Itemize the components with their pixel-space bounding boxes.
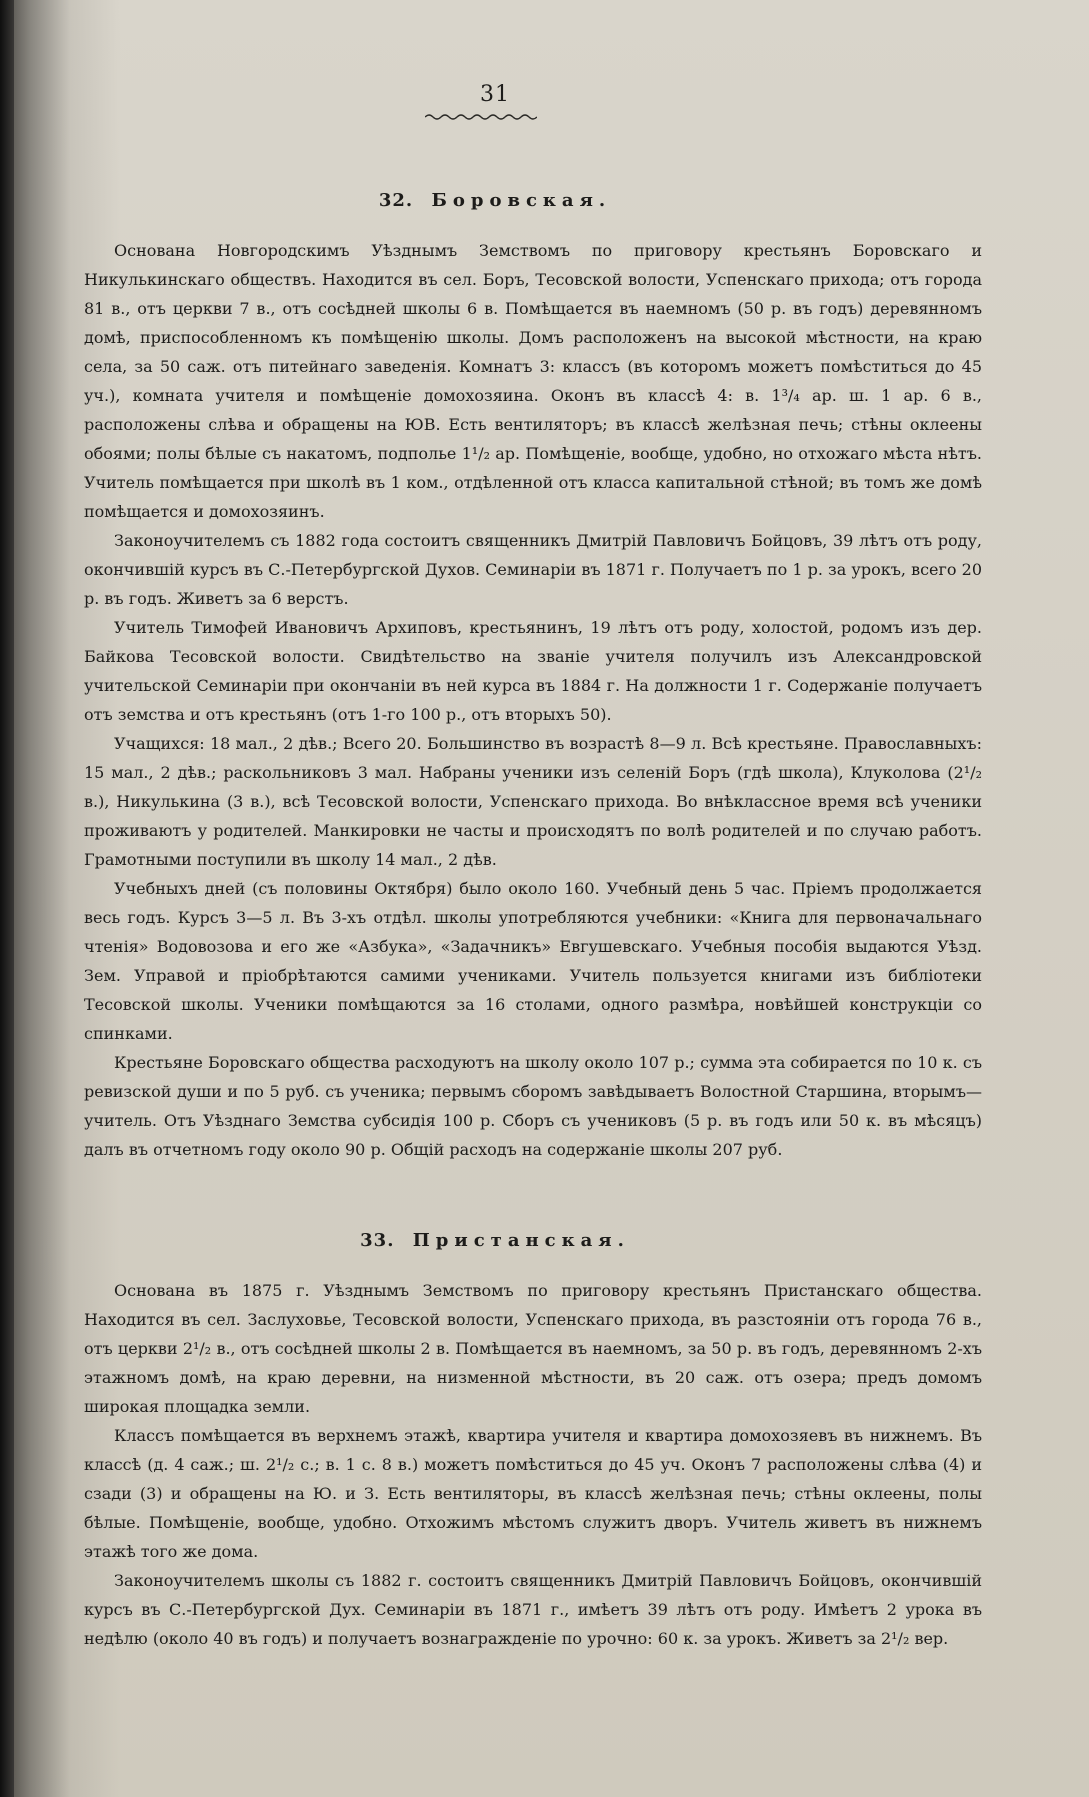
paragraph: Классъ помѣщается въ верхнемъ этажѣ, квартира учителя и квартира домохозяевъ въ нижнемъ. Въ классѣ (д. 4 саж.; ш. 2¹/₂ с.; в. 1 с. 8 в.) можетъ помѣститься до 45 уч. Оконъ 7 расположены слѣва (4) и сзади (3) и обращены на Ю. и З. Есть вентиляторы, въ классѣ желѣзная печь; стѣны оклеены, полы бѣлые. Помѣщеніе, вообще, удобно. Отхожимъ мѣстомъ служитъ дворъ. Учитель живетъ въ нижнемъ этажѣ того же дома. bbox=[84, 1426, 982, 1561]
section-heading bbox=[0, 190, 990, 211]
paragraph: Основана Новгородскимъ Уѣзднымъ Земствомъ по приговору крестьянъ Боровскаго и Никулькинскаго обществъ. Находится въ сел. Боръ, Тесовской волости, Успенскаго прихода; отъ города 81 в., отъ церкви 7 в., отъ сосѣдней школы 6 в. Помѣщается въ наемномъ (50 р. въ годъ) деревянномъ домѣ, приспособленномъ къ помѣщенію школы. Домъ расположенъ на высокой мѣстности, на краю села, за 50 саж. отъ питейнаго заведенія. Комнатъ 3: классъ (въ которомъ можетъ помѣститься до 45 уч.), комната учителя и помѣщеніе домохозяина. Оконъ въ классѣ 4: в. 1³/₄ ар. ш. 1 ар. 6 в., расположены слѣва и обращены на ЮВ. Есть вентиляторъ; въ классѣ желѣзная печь; стѣны оклеены обоями; полы бѣлые съ накатомъ, подполье 1¹/₂ ар. Помѣщеніе, вообще, удобно, но отхожаго мѣста нѣтъ. Учитель помѣщается при школѣ въ 1 ком., отдѣленной отъ класса капитальной стѣной; въ томъ же домѣ помѣщается и домохозяинъ. bbox=[84, 241, 982, 521]
section-number: 32. bbox=[378, 190, 414, 211]
paragraph: Законоучителемъ школы съ 1882 г. состоитъ священникъ Дмитрій Павловичъ Бойцовъ, окончившій курсъ въ С.-Петербургской Дух. Семинаріи въ 1871 г., имѣетъ 39 лѣтъ отъ роду. Имѣетъ 2 урока въ недѣлю (около 40 въ годъ) и получаетъ вознагражденіе по урочно: 60 к. за урокъ. Живетъ за 2¹/₂ вер. bbox=[84, 1571, 982, 1648]
paragraph: Учитель Тимофей Ивановичъ Архиповъ, крестьянинъ, 19 лѣтъ отъ роду, холостой, родомъ изъ дер. Байкова Тесовской волости. Свидѣтельство на званіе учителя получилъ изъ Александровской учительской Семинаріи при окончаніи въ ней курса въ 1884 г. На должности 1 г. Содержаніе получаетъ отъ земства и отъ крестьянъ (отъ 1-го 100 р., отъ вторыхъ 50). bbox=[84, 618, 982, 724]
paragraph: Учащихся: 18 мал., 2 дѣв.; Всего 20. Большинство въ возрастѣ 8—9 л. Всѣ крестьяне. Православныхъ: 15 мал., 2 дѣв.; раскольниковъ 3 мал. Набраны ученики изъ селеній Боръ (гдѣ школа), Клуколова (2¹/₂ в.), Никулькина (3 в.), всѣ Тесовской волости, Успенскаго прихода. Во внѣклассное время всѣ ученики проживаютъ у родителей. Манкировки не часты и происходятъ по волѣ родителей и по случаю работъ. Грамотными поступили въ школу 14 мал., 2 дѣв. bbox=[84, 734, 982, 869]
section-body bbox=[84, 236, 982, 1164]
paragraph: Законоучителемъ съ 1882 года состоитъ священникъ Дмитрій Павловичъ Бойцовъ, 39 лѣтъ отъ роду, окончившій курсъ въ С.-Петербургской Духов. Семинаріи въ 1871 г. Получаетъ по 1 р. за урокъ, всего 20 р. въ годъ. Живетъ за 6 верстъ. bbox=[84, 531, 982, 608]
book-spine-shadow bbox=[0, 0, 14, 1797]
section-title: Пристанская. bbox=[412, 1230, 630, 1251]
section-body bbox=[84, 1276, 982, 1653]
ornamental-wave-rule bbox=[425, 112, 537, 122]
paragraph: Основана въ 1875 г. Уѣзднымъ Земствомъ по приговору крестьянъ Пристанскаго общества. Находится въ сел. Заслуховье, Тесовской волости, Успенскаго прихода, въ разстояніи отъ города 76 в., отъ церкви 2¹/₂ в., отъ сосѣдней школы 2 в. Помѣщается въ наемномъ, за 50 р. въ годъ, деревянномъ 2-хъ этажномъ домѣ, на краю деревни, на низменной мѣстности, въ 20 саж. отъ озера; предъ домомъ широкая площадка земли. bbox=[84, 1281, 982, 1416]
section-heading bbox=[0, 1230, 990, 1251]
paragraph: Учебныхъ дней (съ половины Октября) было около 160. Учебный день 5 час. Пріемъ продолжается весь годъ. Курсъ 3—5 л. Въ 3-хъ отдѣл. школы употребляются учебники: «Книга для первоначальнаго чтенія» Водовозова и его же «Азбука», «Задачникъ» Евгушевскаго. Учебныя пособія выдаются Уѣзд. Зем. Управой и пріобрѣтаются самими учениками. Учитель пользуется книгами изъ библіотеки Тесовской школы. Ученики помѣщаются за 16 столами, одного размѣра, новѣйшей конструкціи со спинками. bbox=[84, 879, 982, 1043]
paragraph: Крестьяне Боровскаго общества расходуютъ на школу около 107 р.; сумма эта собирается по 10 к. съ ревизской души и по 5 руб. съ ученика; первымъ сборомъ завѣдываетъ Волостной Старшина, вторымъ—учитель. Отъ Уѣзднаго Земства субсидія 100 р. Сборъ съ учениковъ (5 р. въ годъ или 50 к. въ мѣсяцъ) далъ въ отчетномъ году около 90 р. Общій расходъ на содержаніе школы 207 руб. bbox=[84, 1053, 982, 1159]
section-number: 33. bbox=[360, 1230, 395, 1251]
page-number: 31 bbox=[480, 82, 510, 107]
section-title: Боровская. bbox=[431, 190, 612, 211]
